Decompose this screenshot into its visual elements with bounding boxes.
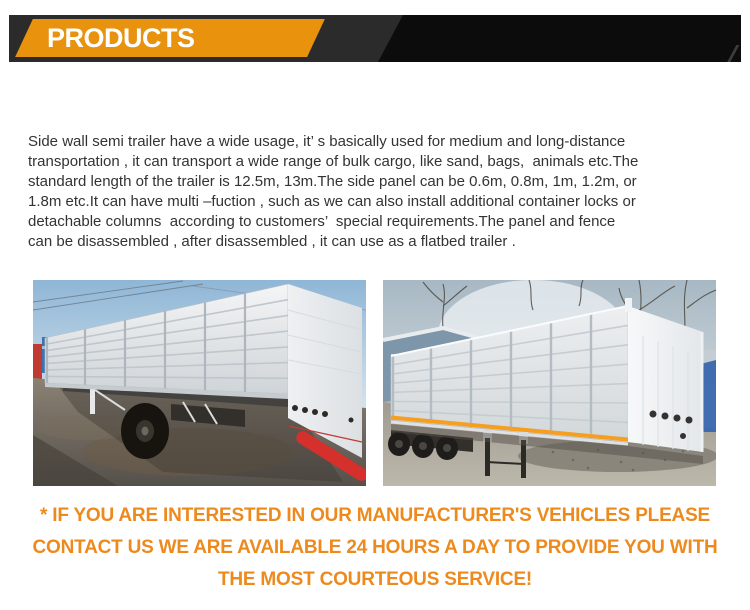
description-line: transportation , it can transport a wide range of bulk cargo, like sand, bags, animals etc.The	[28, 153, 639, 170]
description-line: 1.8m etc.It can have multi –fuction , such as we can also install additional container locks or	[28, 193, 636, 210]
description-line: can be disassembled , after disassembled , it can use as a flatbed trailer .	[28, 233, 516, 250]
trailer-wheel	[121, 403, 169, 459]
products-banner	[9, 15, 741, 62]
description-line: Side wall semi trailer have a wide usage, it’ s basically used for medium and long-distance	[28, 133, 626, 150]
description-line: standard length of the trailer is 12.5m, 13m.The side panel can be 0.6m, 0.8m, 1m, 1.2m, or	[28, 173, 637, 190]
contact-cta	[0, 500, 750, 596]
trailer-photo-rear-right-view[interactable]	[383, 280, 716, 486]
description-line: detachable columns according to customers’ special requirements.The panel and fence	[28, 213, 616, 230]
product-description	[28, 132, 638, 252]
section-title: PRODUCTS	[47, 23, 195, 53]
trailer-photo-left-illustration	[33, 280, 366, 486]
cta-line: CONTACT US WE ARE AVAILABLE 24 HOURS A DAY TO PROVIDE YOU WITH	[32, 537, 718, 558]
cta-line: * IF YOU ARE INTERESTED IN OUR MANUFACTURER'S VEHICLES PLEASE	[39, 505, 711, 526]
trailer-photo-front-left-view[interactable]	[33, 280, 366, 486]
trailer-photo-right-illustration	[383, 280, 716, 486]
cta-line: THE MOST COURTEOUS SERVICE!	[217, 569, 533, 590]
